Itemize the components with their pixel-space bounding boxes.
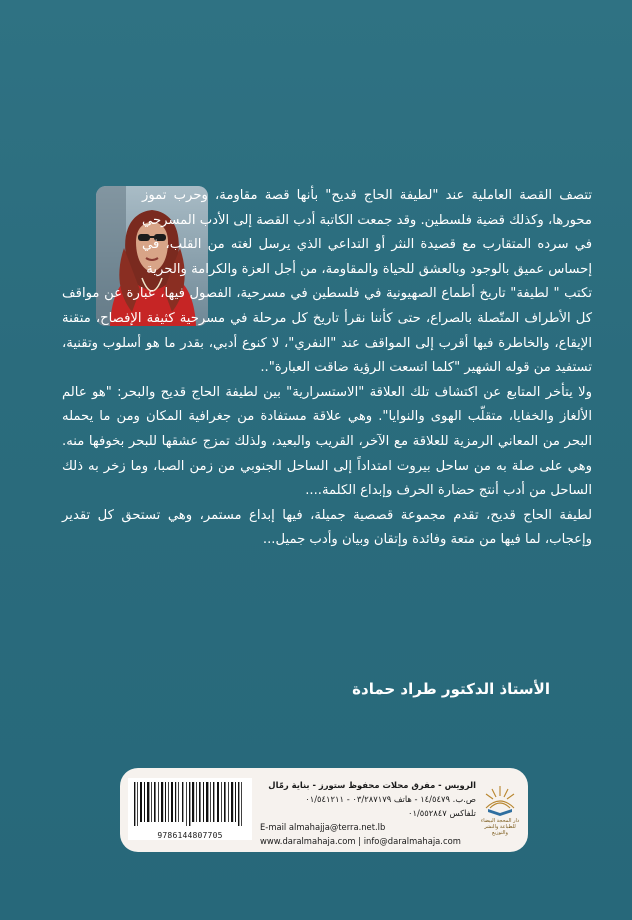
publisher-address: الرويس - مفرق محلات محفوظ ستورز - بناية رمّال [268,780,476,790]
isbn-number: 9786144807705 [157,831,223,840]
paragraph-4: لطيفة الحاج قديح، تقدم مجموعة قصصية جميلة، فيها إبداع مستمر، وهي تستحق كل تقدير وإعجاب، لما فيها من متعة وفائدة وإتقان وبيان وأدب جميل... [62,507,592,548]
publisher-website: www.daralmahaja.com [260,836,356,846]
paragraph-2: تكتب " لطيفة" تاريخ أطماع الصهيونية في فلسطين في مسرحية، الفصول فيها، عبارة عن مواقف كل الأطراف المتّصلة بالصراع، حتى كأننا نقرأ تاريخ كل مرحلة في مسرحية كثيفة الإفصاح، متقنة الإيقاع، والخاطرة فيها أقرب إلى المواقف عند "النفري"، لا كنوع أدبي، بقدر ما هو أسلوب وتقنية، تستفيد من قوله الشهير "كلما اتسعت الرؤية ضاقت العبارة".. [62,286,592,376]
publisher-logo-icon [480,778,520,818]
publisher-email2: info@daralmahaja.com [363,836,461,846]
publisher-fax: تلفاكس ٠١/٥٥٢٨٤٧ [407,808,476,818]
publisher-logo-title: دار المحجة البيضاء [480,818,520,824]
publisher-email: E-mail almahajja@terra.net.lb [260,822,386,832]
publisher-box [120,768,528,852]
author-signature: الأستاذ الدكتور طراد حمادة [352,680,550,698]
intro-paragraph: تتصف القصة العاملية عند "لطيفة الحاج قديح" بأنها قصة مقاومة، وحرب تموز محورها، وكذلك قضية فلسطين. وقد جمعت الكاتبة أدب القصة إلى الأدب المسرحي في سرده المتقارب مع قصيدة النثر أو التداعي الذي يرسل لغته من القلب، في إحساس عميق بالوجود وبالعشق للحياة والمقاومة، من أجل العزة والكرامة والحرية [142,188,592,277]
isbn-barcode [128,778,252,840]
publisher-web-row [260,834,476,848]
publisher-phone: ص.ب. ١٤/٥٤٧٩ - هاتف ٠٣/٢٨٧١٧٩ - ٠١/٥٤١٢١١ [305,794,476,804]
publisher-separator: | [358,836,364,846]
publisher-logo-subtitle: للطباعة والنشر والتوزيع [484,824,516,836]
publisher-logo [480,778,520,836]
back-cover-text [62,184,592,553]
publisher-contact [260,778,476,848]
barcode-icon [128,778,252,828]
publisher-logo-name [480,818,520,836]
paragraph-3: ولا يتأخر المتابع عن اكتشاف تلك العلاقة "الاستسرارية" بين لطيفة الحاج قديح والبحر: "هو عالم الألغاز والخفايا، متقلّب الهوى والنوايا". وهي علاقة مستفادة من جغرافية المكان ومن ما يحمله البحر من المعاني الرمزية للعلاقة مع الآخر، القريب والبعيد، ولذلك تمزج عشقها للبحر بخوفها منه. وهي على صلة به من ساحل بيروت امتداداً إلى الساحل الجنوبي من زمن الصبا، وما زخر به ذلك الساحل من أدب أنتج حضارة الحرف وإبداع الكلمة.... [62,384,592,499]
